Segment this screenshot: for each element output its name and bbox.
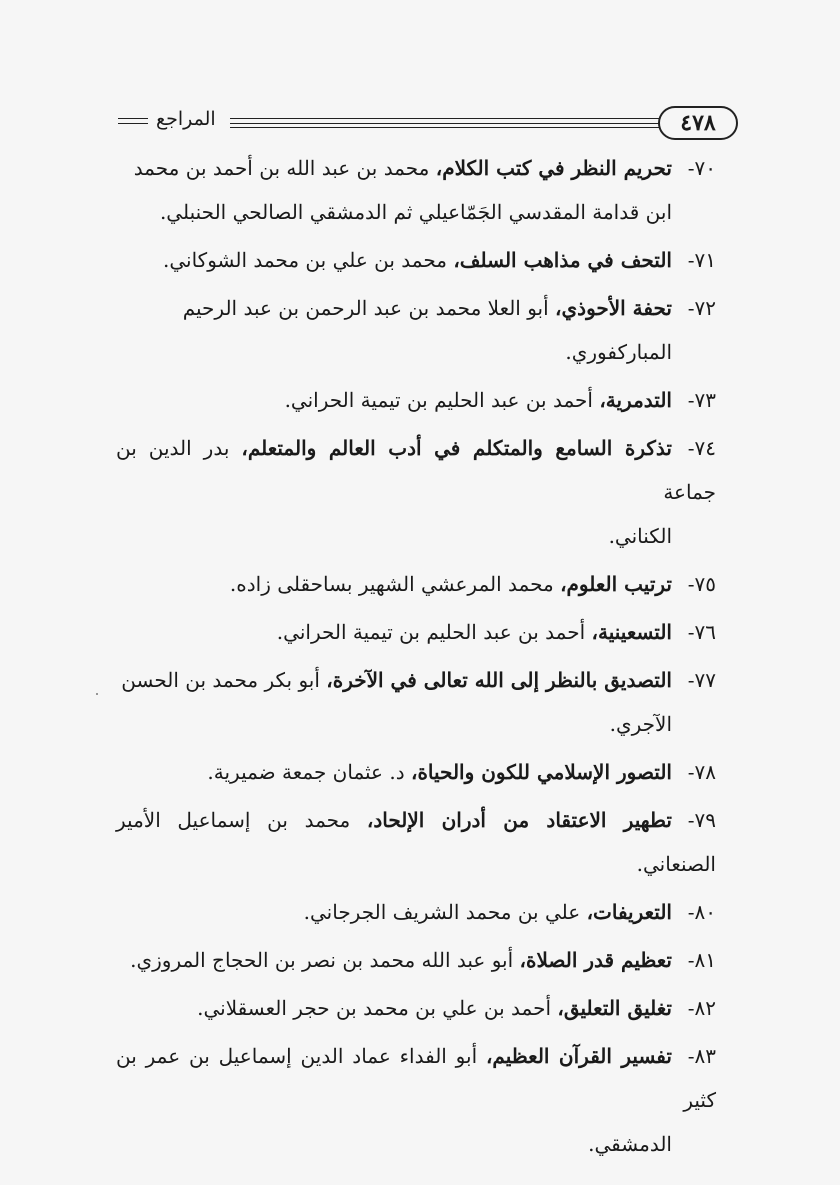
entry-title: تطهير الاعتقاد من أدران الإلحاد،: [366, 808, 672, 832]
entry-title: ترتيب العلوم،: [560, 572, 672, 596]
page-header: [118, 104, 738, 148]
entry-number: ٧٦-: [687, 620, 716, 644]
entry-number: ٧١-: [687, 248, 716, 272]
header-left-rule-lower: [118, 123, 148, 124]
entry-number: ٨٢-: [687, 996, 716, 1020]
entry-author: أبو بكر محمد بن الحسن: [121, 668, 327, 692]
reference-entry: [116, 750, 716, 794]
entry-author: علي بن محمد الشريف الجرجاني.: [303, 900, 587, 924]
entry-title: تغليق التعليق،: [557, 996, 672, 1020]
entry-title: تعظيم قدر الصلاة،: [519, 948, 672, 972]
entry-title: التعريفات،: [586, 900, 672, 924]
entry-number: ٧٤-: [687, 436, 716, 460]
entry-title: تحفة الأحوذي،: [555, 296, 672, 320]
entry-author: محمد بن علي بن محمد الشوكاني.: [162, 248, 454, 272]
entry-author: محمد بن عبد الله بن أحمد بن محمد: [133, 156, 436, 180]
reference-entry: [116, 562, 716, 606]
entry-number: ٧٠-: [687, 156, 716, 180]
header-rule: [230, 118, 660, 119]
entry-continuation: ابن قدامة المقدسي الجَمّاعيلي ثم الدمشقي الصالحي الحنبلي.: [159, 200, 672, 224]
entry-continuation: الدمشقي.: [588, 1132, 672, 1156]
reference-entry: [116, 658, 716, 746]
entry-number: ٨٠-: [687, 900, 716, 924]
reference-entry: [116, 890, 716, 934]
reference-list: [116, 146, 716, 1170]
reference-entry: [116, 286, 716, 374]
entry-number: ٧٩-: [687, 808, 716, 832]
entry-number: ٧٥-: [687, 572, 716, 596]
entry-number: ٧٨-: [687, 760, 716, 784]
entry-author: أحمد بن علي بن محمد بن حجر العسقلاني.: [197, 996, 558, 1020]
entry-title: التصور الإسلامي للكون والحياة،: [410, 760, 672, 784]
entry-author: أبو الفداء عماد الدين إسماعيل بن عمر بن كثير: [116, 1044, 716, 1112]
entry-number: ٧٣-: [687, 388, 716, 412]
reference-entry: [116, 146, 716, 234]
entry-title: التحف في مذاهب السلف،: [453, 248, 672, 272]
entry-title: تفسير القرآن العظيم،: [485, 1044, 672, 1068]
entry-title: تذكرة السامع والمتكلم في أدب العالم والمتعلم،: [241, 436, 672, 460]
entry-number: ٨٣-: [687, 1044, 716, 1068]
reference-entry: [116, 378, 716, 422]
entry-title: التصديق بالنظر إلى الله تعالى في الآخرة،: [326, 668, 672, 692]
reference-entry: [116, 610, 716, 654]
entry-author: أحمد بن عبد الحليم بن تيمية الحراني.: [284, 388, 600, 412]
header-rule-second: [230, 123, 660, 124]
section-title: المراجع: [156, 108, 216, 130]
entry-author: محمد بن إسماعيل الأمير الصنعاني.: [116, 808, 716, 876]
entry-continuation: المباركفوري.: [565, 340, 672, 364]
entry-author: بدر الدين بن جماعة: [116, 436, 716, 504]
reference-entry: [116, 238, 716, 282]
header-left-rule: [118, 118, 148, 119]
entry-continuation: الكناني.: [608, 524, 672, 548]
entry-author: د. عثمان جمعة ضميرية.: [207, 760, 411, 784]
entry-title: التسعينية،: [591, 620, 672, 644]
page-number: ٤٧٨: [658, 106, 738, 140]
entry-title: تحريم النظر في كتب الكلام،: [435, 156, 672, 180]
entry-author: أبو عبد الله محمد بن نصر بن الحجاج المروزي.: [130, 948, 520, 972]
entry-author: محمد المرعشي الشهير بساحقلى زاده.: [229, 572, 561, 596]
reference-entry: [116, 938, 716, 982]
scan-speck: [96, 693, 98, 695]
reference-entry: [116, 798, 716, 886]
reference-entry: [116, 426, 716, 558]
entry-number: ٨١-: [687, 948, 716, 972]
entry-author: أبو العلا محمد بن عبد الرحمن بن عبد الرحيم: [182, 296, 556, 320]
entry-continuation: الآجري.: [609, 712, 672, 736]
reference-entry: [116, 1034, 716, 1166]
entry-author: أحمد بن عبد الحليم بن تيمية الحراني.: [276, 620, 592, 644]
entry-number: ٧٧-: [687, 668, 716, 692]
reference-entry: [116, 986, 716, 1030]
entry-title: التدمرية،: [599, 388, 672, 412]
entry-number: ٧٢-: [687, 296, 716, 320]
header-rule-third: [230, 127, 660, 128]
